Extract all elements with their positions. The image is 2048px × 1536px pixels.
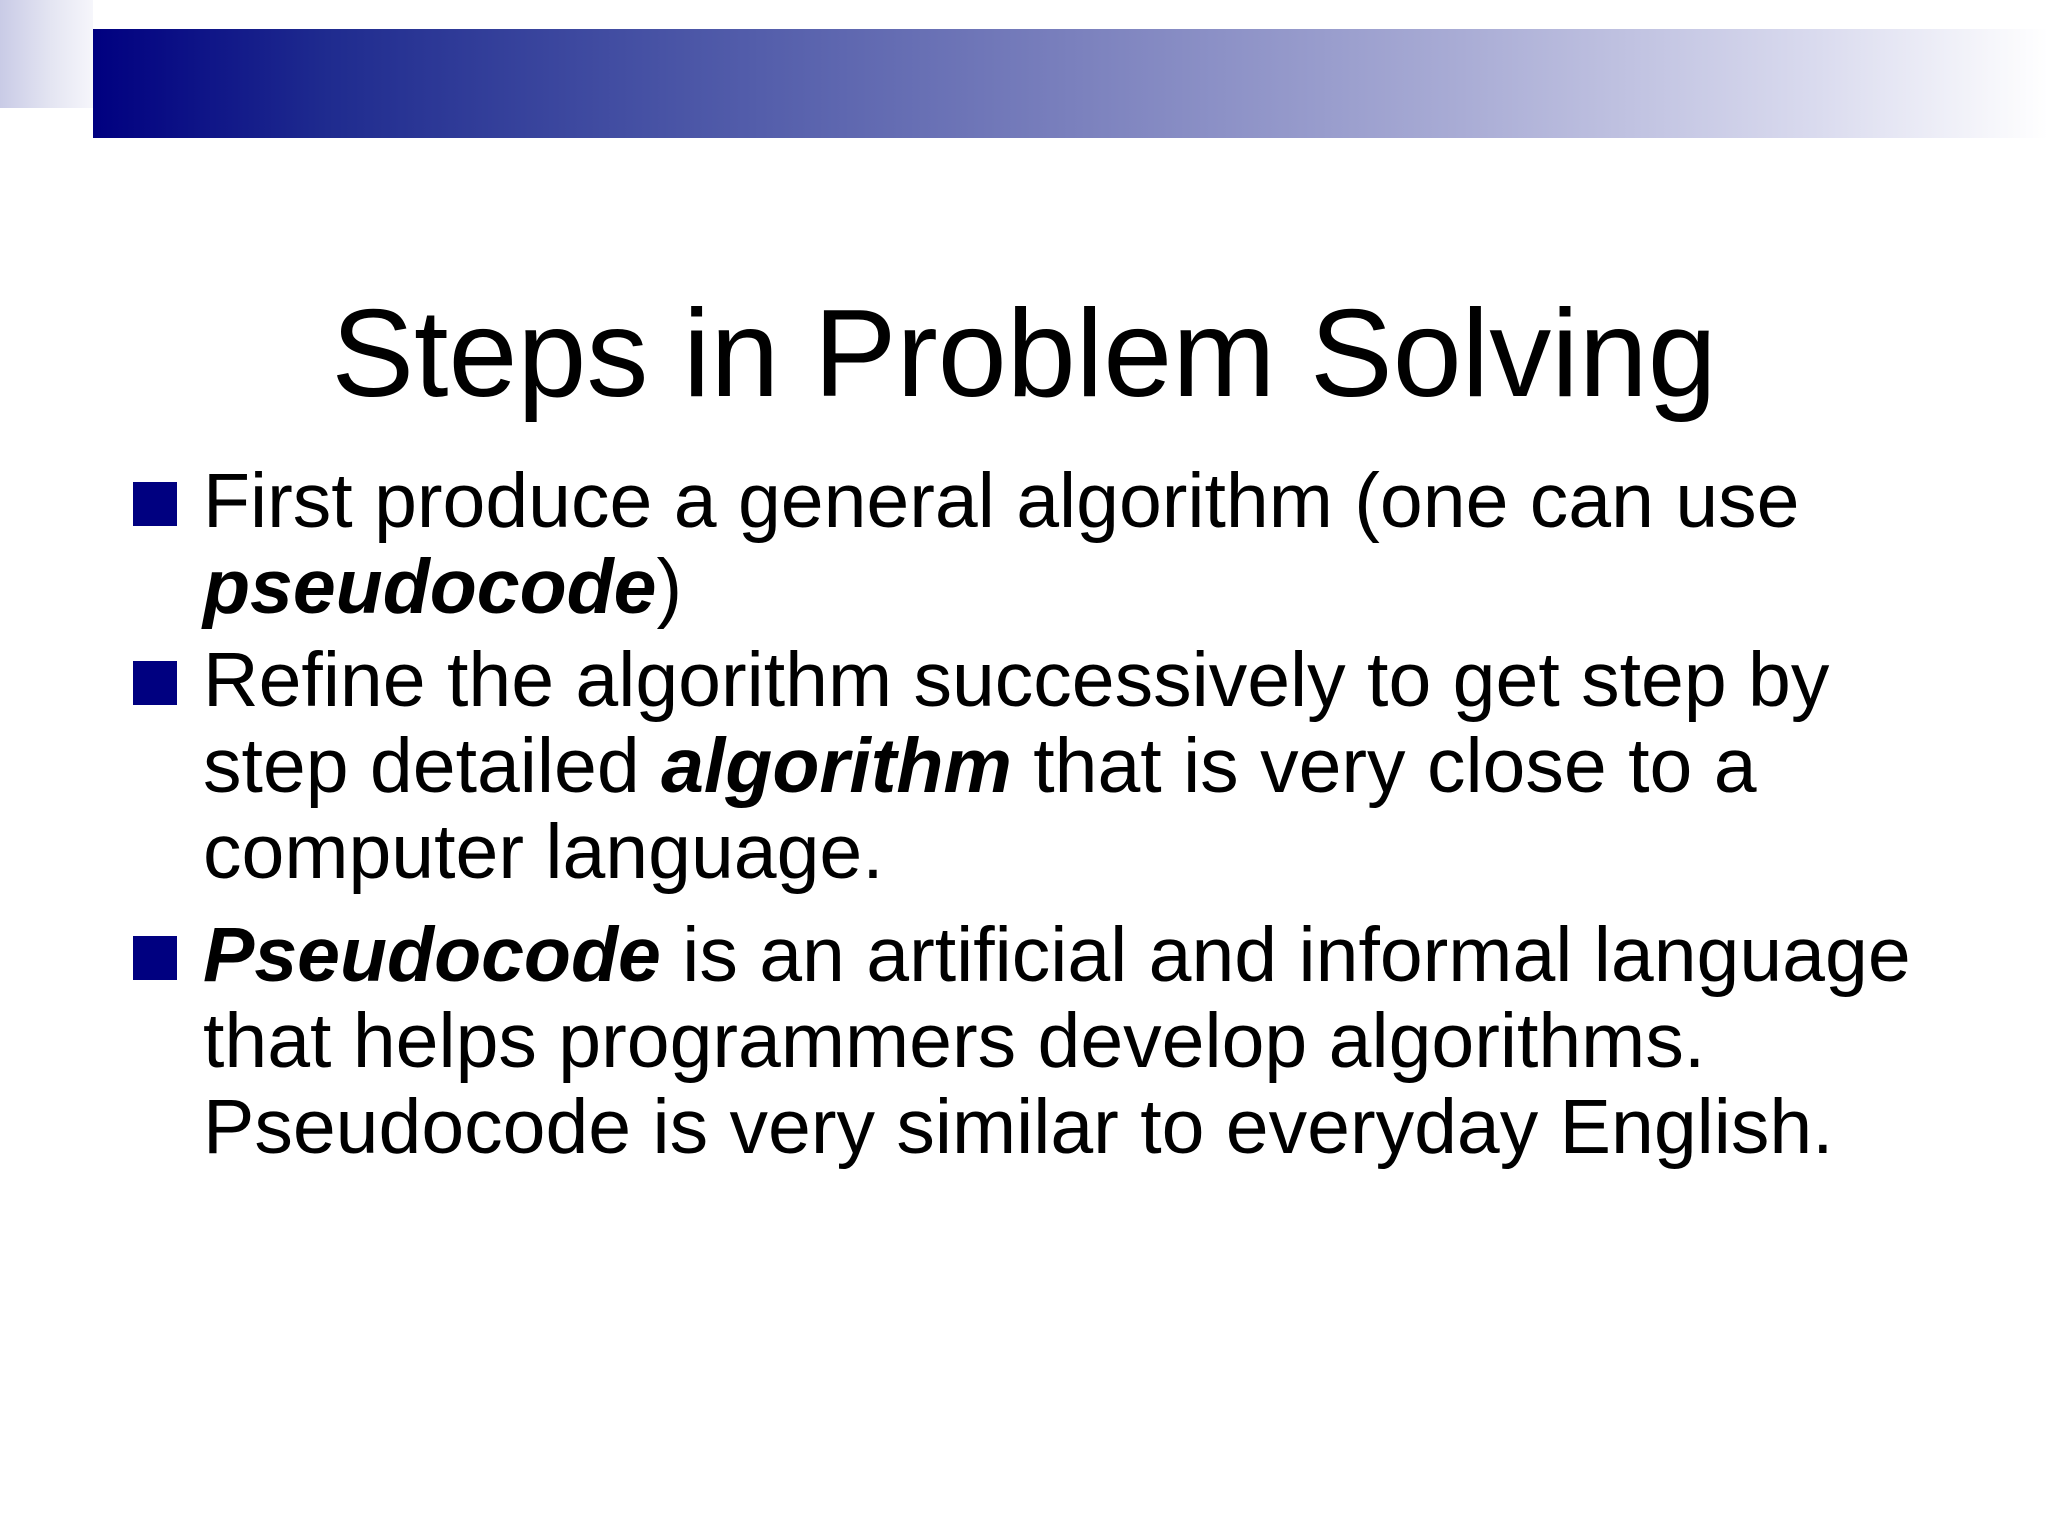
header-corner-fade: [0, 0, 93, 108]
bullet-text-after: is an artificial and informal language that helps programmers develop algorithms. Pseudocode is very similar to everyday English.: [203, 912, 1911, 1170]
square-bullet-icon: [133, 661, 177, 705]
bullet-emphasis: pseudocode: [203, 544, 657, 630]
slide-title: Steps in Problem Solving: [331, 285, 1717, 424]
bullet-list: [130, 458, 1940, 1180]
bullet-text-after: that is very close to a computer language.: [203, 723, 1757, 895]
bullet-item: [130, 458, 1940, 630]
header-gradient-band: [93, 29, 2048, 138]
bullet-text: [203, 637, 1829, 895]
bullet-text-before: Refine the algorithm successively to get step by step detailed: [203, 637, 1830, 809]
bullet-text-after: ): [656, 544, 683, 630]
square-bullet-icon: [133, 482, 177, 526]
bullet-text-before: First produce a general algorithm (one can use: [203, 458, 1800, 544]
bullet-emphasis: Pseudocode: [203, 912, 661, 998]
bullet-item: [130, 912, 1940, 1170]
bullet-item: [130, 637, 1940, 895]
bullet-text: [203, 912, 1911, 1170]
square-bullet-icon: [133, 936, 177, 980]
bullet-emphasis: algorithm: [661, 723, 1012, 809]
bullet-text: [203, 458, 1799, 630]
